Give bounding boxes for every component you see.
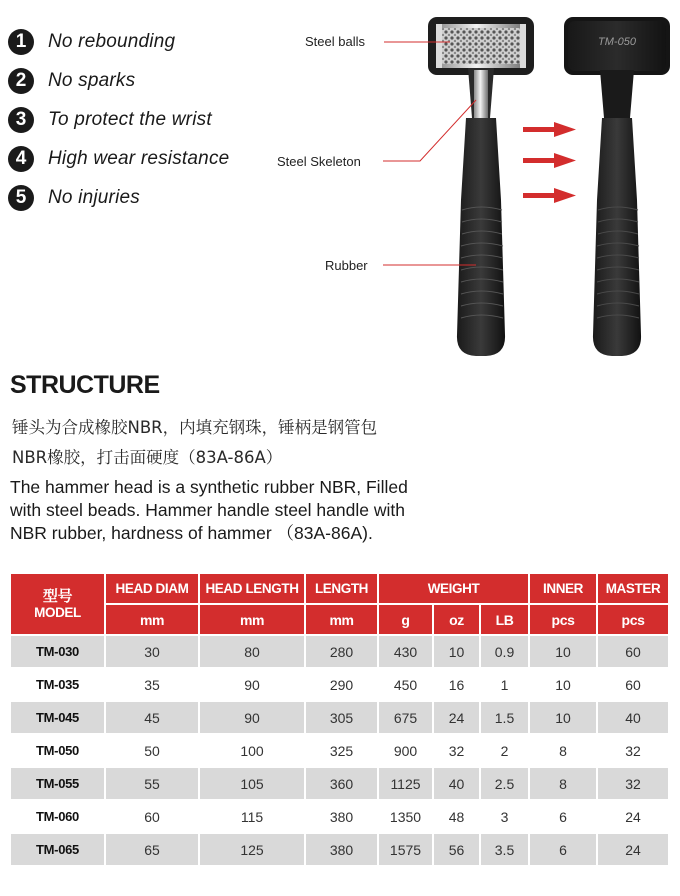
cell-model: TM-065 [11, 834, 104, 865]
cell-model: TM-045 [11, 702, 104, 733]
cell-head-diam: 30 [106, 636, 198, 667]
callout-rubber: Rubber [325, 258, 368, 273]
callout-steel-balls: Steel balls [305, 34, 365, 49]
cell-weight-g: 675 [379, 702, 432, 733]
cell-master-pcs: 32 [598, 768, 668, 799]
cell-model: TM-035 [11, 669, 104, 700]
number-badge-icon: 3 [8, 107, 34, 133]
cell-inner-pcs: 8 [530, 735, 596, 766]
cell-head-length: 105 [200, 768, 304, 799]
cell-master-pcs: 60 [598, 636, 668, 667]
cell-length: 360 [306, 768, 377, 799]
structure-en-text: The hammer head is a synthetic rubber NBR, Filled with steel beads. Hammer handle steel handle with NBR rubber, hardness of hammer （83A-86A). [10, 477, 408, 543]
hammer-solid-icon [564, 17, 670, 356]
number-badge-icon: 2 [8, 68, 34, 94]
feature-text: No rebounding [48, 30, 176, 52]
cell-head-length: 90 [200, 669, 304, 700]
header-model-cn: 型号 [42, 587, 73, 605]
feature-text: No injuries [48, 186, 140, 208]
header-length: LENGTH [306, 574, 377, 603]
number-badge-icon: 1 [8, 29, 34, 55]
cell-inner-pcs: 8 [530, 768, 596, 799]
cell-weight-g: 1125 [379, 768, 432, 799]
number-badge-icon: 4 [8, 146, 34, 172]
cell-weight-oz: 10 [434, 636, 479, 667]
cell-weight-lb: 0.9 [481, 636, 528, 667]
cell-weight-oz: 40 [434, 768, 479, 799]
number-badge-icon: 5 [8, 185, 34, 211]
cell-weight-oz: 24 [434, 702, 479, 733]
cell-head-diam: 50 [106, 735, 198, 766]
table-row [11, 735, 668, 766]
cell-model: TM-055 [11, 768, 104, 799]
table-body [11, 636, 668, 865]
header-model-en: MODEL [34, 605, 81, 620]
table-row [11, 801, 668, 832]
cell-weight-lb: 1 [481, 669, 528, 700]
cell-master-pcs: 24 [598, 834, 668, 865]
cell-weight-oz: 56 [434, 834, 479, 865]
header-weight: WEIGHT [379, 574, 528, 603]
cell-head-diam: 65 [106, 834, 198, 865]
hammer-illustration [0, 0, 680, 370]
cell-length: 325 [306, 735, 377, 766]
cell-head-length: 115 [200, 801, 304, 832]
cell-head-length: 100 [200, 735, 304, 766]
cell-weight-lb: 2 [481, 735, 528, 766]
header-head-length: HEAD LENGTH [200, 574, 304, 603]
cell-head-diam: 35 [106, 669, 198, 700]
cell-weight-lb: 2.5 [481, 768, 528, 799]
cell-weight-g: 450 [379, 669, 432, 700]
header-master: MASTER [598, 574, 668, 603]
unit-cell: pcs [598, 605, 668, 634]
structure-cn-line-1: 锤头为合成橡胶NBR，内填充钢珠，锤柄是钢管包 [12, 418, 378, 437]
unit-cell: pcs [530, 605, 596, 634]
cell-weight-lb: 3.5 [481, 834, 528, 865]
hammer-model-label: TM-050 [598, 36, 636, 48]
cell-master-pcs: 40 [598, 702, 668, 733]
table-row [11, 636, 668, 667]
cell-weight-g: 1350 [379, 801, 432, 832]
cell-head-diam: 45 [106, 702, 198, 733]
cell-length: 380 [306, 801, 377, 832]
arrow-right-icon [523, 122, 576, 203]
specs-table [9, 572, 670, 867]
callout-steel-skeleton: Steel Skeleton [277, 154, 361, 169]
cell-inner-pcs: 10 [530, 669, 596, 700]
cell-head-length: 125 [200, 834, 304, 865]
cell-head-diam: 60 [106, 801, 198, 832]
cell-model: TM-030 [11, 636, 104, 667]
unit-cell: mm [106, 605, 198, 634]
feature-text: To protect the wrist [48, 108, 212, 130]
unit-cell: LB [481, 605, 528, 634]
cell-length: 280 [306, 636, 377, 667]
cell-inner-pcs: 10 [530, 636, 596, 667]
unit-cell: oz [434, 605, 479, 634]
cell-head-length: 80 [200, 636, 304, 667]
hammer-cutaway-icon [428, 17, 534, 356]
cell-inner-pcs: 6 [530, 801, 596, 832]
cell-model: TM-050 [11, 735, 104, 766]
header-head-diam: HEAD DIAM [106, 574, 198, 603]
unit-cell: mm [200, 605, 304, 634]
unit-cell: mm [306, 605, 377, 634]
cell-head-length: 90 [200, 702, 304, 733]
unit-cell: g [379, 605, 432, 634]
cell-weight-g: 900 [379, 735, 432, 766]
cell-weight-oz: 48 [434, 801, 479, 832]
cell-weight-oz: 16 [434, 669, 479, 700]
cell-weight-oz: 32 [434, 735, 479, 766]
structure-title: STRUCTURE [10, 371, 160, 399]
header-inner: INNER [530, 574, 596, 603]
feature-text: No sparks [48, 69, 136, 91]
cell-weight-g: 430 [379, 636, 432, 667]
cell-length: 380 [306, 834, 377, 865]
cell-master-pcs: 24 [598, 801, 668, 832]
table-row [11, 834, 668, 865]
structure-cn-line-2: NBR橡胶，打击面硬度（83A-86A） [12, 448, 283, 467]
cell-length: 290 [306, 669, 377, 700]
cell-head-diam: 55 [106, 768, 198, 799]
cell-length: 305 [306, 702, 377, 733]
cell-inner-pcs: 10 [530, 702, 596, 733]
cell-weight-lb: 3 [481, 801, 528, 832]
cell-master-pcs: 60 [598, 669, 668, 700]
cell-inner-pcs: 6 [530, 834, 596, 865]
cell-weight-g: 1575 [379, 834, 432, 865]
table-row [11, 702, 668, 733]
table-row [11, 768, 668, 799]
header-model [11, 574, 104, 634]
cell-weight-lb: 1.5 [481, 702, 528, 733]
feature-text: High wear resistance [48, 147, 230, 169]
cell-master-pcs: 32 [598, 735, 668, 766]
table-row [11, 669, 668, 700]
cell-model: TM-060 [11, 801, 104, 832]
